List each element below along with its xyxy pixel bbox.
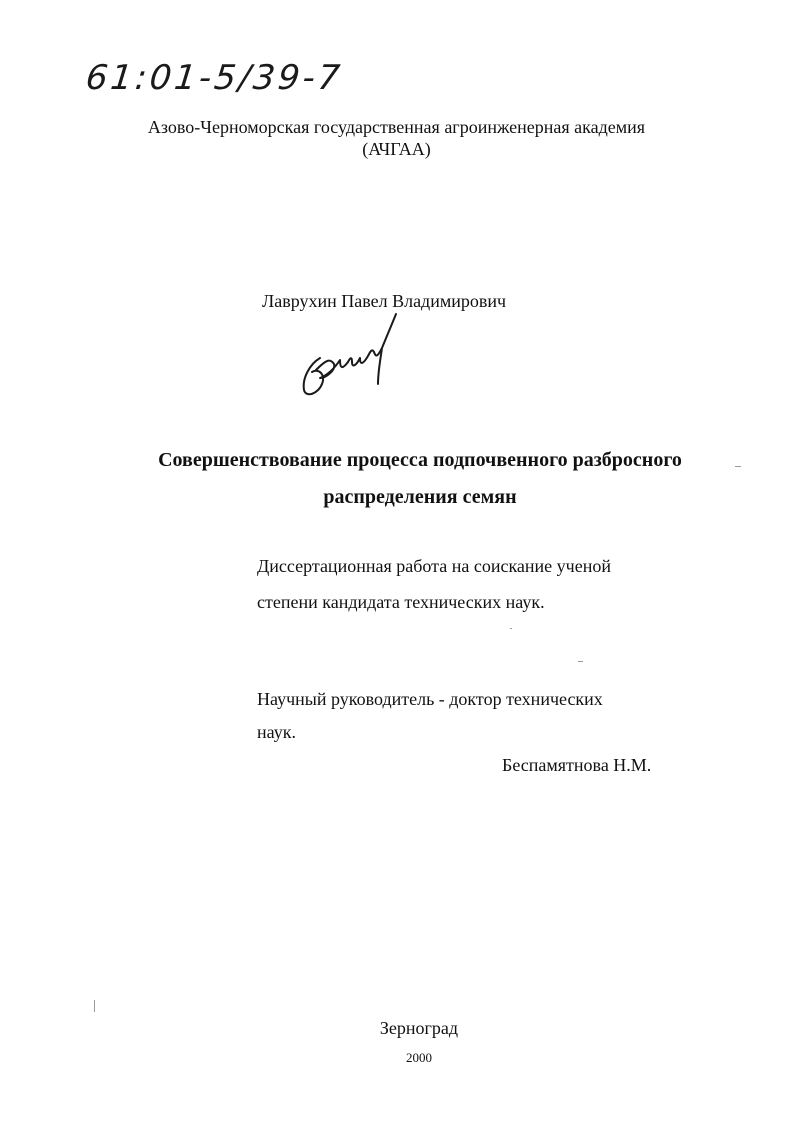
- description-line-2: степени кандидата технических наук.: [257, 592, 545, 612]
- city: Зерноград: [379, 1018, 459, 1038]
- supervisor-title-line-1: Научный руководитель - доктор технических: [257, 689, 603, 709]
- institution-name: Азово-Черноморская государственная агроинженерная академия: [147, 117, 646, 137]
- supervisor-title-line-2: наук.: [257, 722, 296, 742]
- supervisor-name: Беспамятнова Н.М.: [502, 755, 652, 775]
- scan-speck: [578, 661, 583, 662]
- institution-abbreviation: (АЧГАА): [362, 139, 431, 159]
- signature-icon: [296, 308, 406, 405]
- author-name: Лаврухин Павел Владимирович: [262, 291, 507, 311]
- archive-code: 61:01-5/39-7: [83, 58, 345, 98]
- scan-speck: [735, 466, 741, 467]
- dissertation-title-line-1: Совершенствование процесса подпочвенного разбросного: [158, 449, 682, 471]
- description-line-1: Диссертационная работа на соискание ученой: [257, 556, 611, 576]
- dissertation-title-line-2: распределения семян: [323, 486, 517, 508]
- year: 2000: [406, 1050, 432, 1065]
- scan-speck: [510, 628, 512, 629]
- scan-speck: [94, 1000, 95, 1012]
